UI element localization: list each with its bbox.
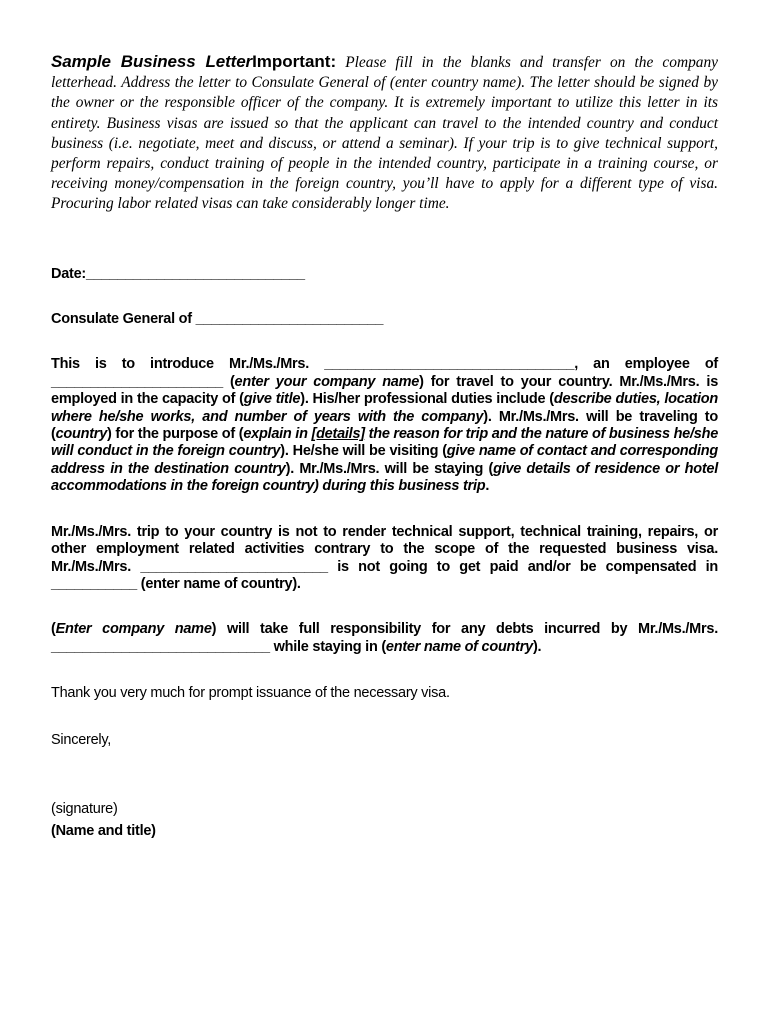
intro-italic-title: give title	[243, 391, 301, 408]
intro-italic-reason: the reason for trip and the nature of business he/she will conduct in the foreign country	[51, 426, 719, 460]
name-title-line: (Name and title)	[51, 823, 156, 840]
date-blank: ____________________________	[86, 265, 305, 282]
trip-name-blank: ________________________	[140, 558, 328, 575]
trip-text-1: Mr./Ms./Mrs. trip to your country is not to render technical support, technical training, repairs, or other employment related activities contrary to the scope of the requested business visa. Mr./Ms./Mrs.	[51, 523, 718, 575]
instructions-paragraph	[51, 52, 718, 215]
trip-text-3: (enter name of country).	[140, 575, 301, 592]
letter-title: Sample Business Letter	[51, 52, 253, 71]
intro-italic-explain: explain in	[243, 426, 308, 443]
resp-text-2: ) will take full responsibility for any debts incurred by Mr./Ms./Mrs.	[211, 621, 718, 638]
intro-text-9: ). Mr./Ms./Mrs. will be staying (	[285, 460, 494, 477]
trip-country-blank: ___________	[51, 575, 137, 592]
intro-text-2: , an employee of	[574, 356, 719, 373]
responsibility-paragraph	[51, 621, 718, 656]
intro-text-3: (	[222, 373, 235, 390]
intro-text-7: ) for the purpose of (	[107, 426, 244, 443]
resp-italic-company: Enter company name	[55, 621, 212, 638]
important-label: Important:	[252, 52, 337, 71]
employee-name-blank: ________________________________	[324, 356, 575, 373]
intro-text-4: ) for travel to your country. Mr./Ms./Mrs. is employed in the capacity of (	[51, 373, 719, 408]
intro-text-1: This is to introduce Mr./Ms./Mrs.	[51, 356, 310, 373]
thanks-line: Thank you very much for prompt issuance of the necessary visa.	[51, 685, 450, 702]
introduction-paragraph	[51, 356, 718, 495]
resp-italic-country: enter name of country	[385, 638, 533, 655]
intro-italic-company: enter your company name	[234, 373, 420, 390]
resp-text-4: ).	[532, 638, 542, 655]
trip-text-2: is not going to get paid and/or be compensated in	[337, 558, 719, 575]
date-line	[51, 266, 718, 283]
intro-text-10: .	[485, 478, 490, 495]
intro-italic-duties: describe duties, location where he/she works, and number of years with the company	[51, 391, 718, 425]
consulate-line	[51, 311, 718, 328]
sincerely-line: Sincerely,	[51, 731, 112, 748]
instructions-text: Please fill in the blanks and transfer on the company letterhead. Address the letter to Consulate General of (enter country name). The letter should be signed by the owner or the responsible officer of the company. It is extremely important to utilize this letter in its entirety. Business visas are issued so that the applicant can travel to the intended country and conduct business (i.e. negotiate, meet and discuss, or attend a seminar). If your trip is to give technical support, perform repairs, conduct training of people in the intended country, participate in a training course, or receiving money/compensation in the foreign country, you’ll have to apply for a different type of visa. Procuring labor related visas can take considerably longer time.	[51, 54, 718, 213]
resp-text-3: while staying in (	[273, 638, 386, 655]
trip-paragraph	[51, 524, 718, 594]
resp-name-blank: ____________________________	[51, 638, 270, 655]
date-label: Date:	[51, 265, 87, 282]
intro-text-8: ). He/she will be visiting (	[280, 443, 447, 460]
intro-italic-country: country	[55, 426, 108, 443]
intro-italic-residence: give details of residence or hotel accommodations in the foreign country) during this business trip	[51, 460, 718, 495]
signature-line: (signature)	[51, 800, 118, 817]
consulate-label: Consulate General of	[51, 311, 192, 328]
resp-text-1: (	[51, 621, 56, 638]
intro-text-5: ). His/her professional duties include (	[300, 391, 554, 408]
consulate-blank: ________________________	[195, 311, 384, 328]
intro-details-underlined: [details]	[311, 426, 365, 443]
intro-italic-contact: give name of contact and corresponding address in the destination country	[51, 443, 719, 477]
company-name-blank: ______________________	[51, 373, 223, 390]
intro-text-6: ). Mr./Ms./Mrs. will be traveling to (	[51, 408, 718, 443]
